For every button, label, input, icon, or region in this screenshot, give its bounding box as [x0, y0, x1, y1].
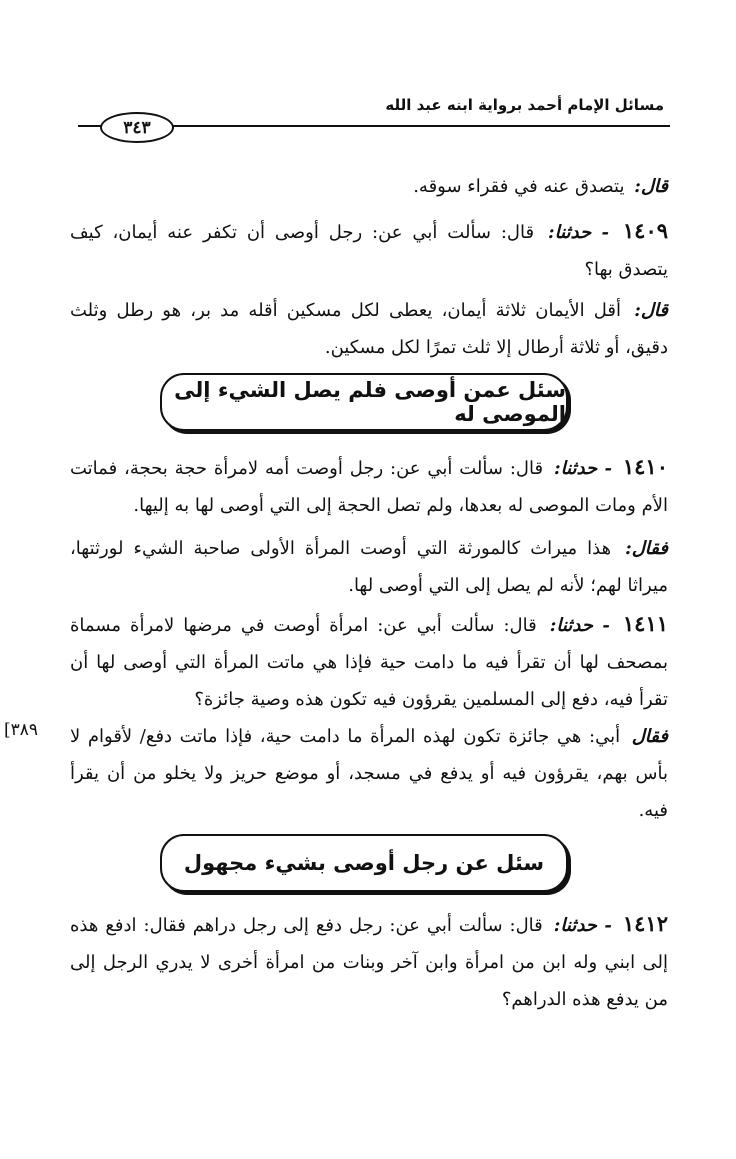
paragraph-lead: فقال: [625, 538, 668, 559]
page-number: ٣٤٣ [100, 112, 174, 143]
paragraph-text: أبي: هي جائزة تكون لهذه المرأة ما دامت حية، فإذا ماتت دفع/ لأقوام لا بأس بهم، يقرؤون فيه أو يدفع في مسجد، أو موضع حريز ولا يخلو من أن يقرأ فيه. [70, 726, 668, 821]
paragraph-1411 [70, 605, 668, 718]
entry-number: ١٤١١ [622, 611, 669, 636]
paragraph-text: قال: سألت أبي عن: امرأة أوصت في مرضها لامرأة مسماة بمصحف لها أن تقرأ فيه ما دامت حية فإذا هي ماتت المرأة التي أوصى لها أن تقرأ فيه، دفع إلى المسلمين يقرؤون فيه تكون هذه وصية جائزة؟ [70, 615, 668, 710]
entry-number: ١٤١٢ [622, 911, 668, 936]
paragraph-text: قال: سألت أبي عن: رجل أوصت أمه لامرأة حجة بحجة، فماتت الأم ومات الموصى له بعدها، ولم تصل الحجة إلى التي أوصى لها به إليها. [70, 458, 668, 516]
paragraph-lead: قال: [634, 176, 668, 197]
paragraph-text: يتصدق عنه في فقراء سوقه. [413, 176, 625, 197]
paragraph-lead: - حدثنا: [553, 915, 612, 936]
paragraph-lead: قال: [634, 300, 668, 321]
paragraph-1410 [70, 448, 668, 524]
paragraph-1412 [70, 905, 668, 1018]
paragraph-lead: - حدثنا: [549, 615, 610, 636]
margin-reference: ٣٨٩] [4, 720, 39, 740]
entry-number: ١٤١٠ [622, 454, 668, 479]
paragraph-lead: فقال [631, 726, 668, 747]
paragraph-text: أقل الأيمان ثلاثة أيمان، يعطى لكل مسكين أقله مد بر، هو رطل وثلث دقيق، أو ثلاثة أرطال إلا ثلث تمرًا لكل مسكين. [70, 300, 668, 358]
section-heading-1: سئل عمن أوصى فلم يصل الشيء إلى الموصى له [160, 373, 568, 431]
paragraph-1409 [70, 212, 668, 288]
paragraph-1 [70, 168, 668, 205]
section-heading-2: سئل عن رجل أوصى بشيء مجهول [160, 834, 568, 892]
paragraph-lead: - حدثنا: [553, 458, 612, 479]
paragraph-text: قال: سألت أبي عن: رجل دفع إلى رجل دراهم فقال: ادفع هذه إلى ابني وله ابن من امرأة وابن آخر وبنات من امرأة أخرى لا يدري الرجل إلى من يدفع هذه الدراهم؟ [70, 915, 668, 1010]
paragraph-answer-1409 [70, 292, 668, 366]
paragraph-text: قال: سألت أبي عن: رجل أوصى أن تكفر عنه أيمان، كيف يتصدق بها؟ [70, 222, 668, 280]
paragraph-answer-1410 [70, 530, 668, 604]
paragraph-lead: - حدثنا: [547, 222, 610, 243]
running-header-title: مسائل الإمام أحمد برواية ابنه عبد الله [385, 96, 664, 114]
paragraph-text: هذا ميراث كالمورثة التي أوصت المرأة الأولى صاحبة الشيء لورثتها، ميراثا لهم؛ لأنه لم يصل إلى التي أوصى لها. [70, 538, 668, 596]
entry-number: ١٤٠٩ [622, 218, 669, 243]
paragraph-answer-1411 [70, 718, 668, 829]
